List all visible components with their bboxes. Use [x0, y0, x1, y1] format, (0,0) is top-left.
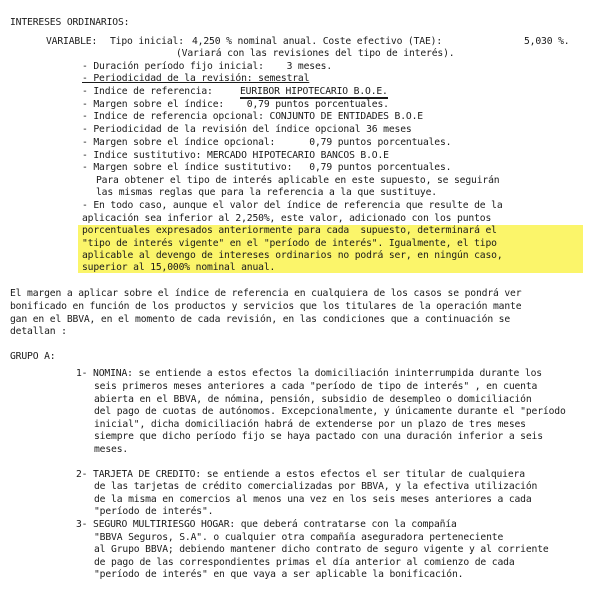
- section-heading: INTERESES ORDINARIOS:: [10, 17, 130, 28]
- condition-indice-opcional: - Indice de referencia opcional: CONJUNTO DE ENTIDADES B.O.E: [82, 111, 423, 122]
- highlighted-clause-line: superior al 15,000% nominal anual.: [82, 262, 276, 273]
- condition-margen-sustitutivo: - Margen sobre el índice sustitutivo: 0,79 puntos porcentuales.: [82, 162, 452, 173]
- condition-periodicidad: - Periodicidad de la revisión: semestral: [82, 73, 310, 84]
- highlighted-clause-line: "tipo de interés vigente" en el "período de interés". Igualmente, el tipo: [82, 238, 497, 249]
- group-item-line: meses.: [94, 444, 129, 455]
- highlighted-clause-line: aplicable al devengo de intereses ordinarios no podrá ser, en ningún caso,: [82, 250, 503, 261]
- highlighted-clause-line: aplicación sea inferior al 2,250%, este valor, adicionado con los puntos: [82, 213, 492, 224]
- condition-margen: - Margen sobre el índice: 0,79 puntos porcentuales.: [82, 99, 389, 110]
- group-item-line: 2- TARJETA DE CREDITO: se entiende a estos efectos el ser titular de cualquiera: [76, 469, 525, 480]
- group-item-line: siempre que dicho período fijo se haya pactado con una duración inferior a seis: [94, 431, 543, 442]
- tae-value: 5,030 %.: [524, 36, 570, 47]
- indice-referencia-value: EURIBOR HIPOTECARIO B.O.E.: [240, 86, 388, 97]
- highlighted-clause-line: - En todo caso, aunque el valor del índice de referencia que resulte de la: [82, 200, 503, 211]
- group-item-line: 3- SEGURO MULTIRIESGO HOGAR: que deberá contratarse con la compañía: [76, 519, 457, 530]
- condition-periodicidad-opcional: - Periodicidad de la revisión del índice opcional 36 meses: [82, 124, 412, 135]
- group-item-line: de pago de las correspondientes primas el día anterior al comienzo de cada: [94, 557, 515, 568]
- group-item-line: seis primeros meses anteriores a cada "período de tipo de interés" , en cuenta: [94, 381, 538, 392]
- variable-note: (Variará con las revisiones del tipo de interés).: [176, 48, 455, 59]
- group-title: GRUPO A:: [10, 351, 56, 362]
- variable-label: VARIABLE:: [46, 36, 98, 47]
- group-item-line: del pago de cuotas de autónomos. Excepcionalmente, y únicamente durante el "período: [94, 406, 566, 417]
- condition-margen-opcional: - Margen sobre el índice opcional: 0,79 puntos porcentuales.: [82, 137, 452, 148]
- group-item-line: abierta en el BBVA, de nómina, pensión, subsidio de desempleo o domiciliación: [94, 394, 532, 405]
- substitute-note-line: Para obtener el tipo de interés aplicable en este supuesto, se seguirán: [96, 175, 500, 186]
- group-item-line: al Grupo BBVA; debiendo mantener dicho contrato de seguro vigente y al corriente: [94, 544, 549, 555]
- condition-duracion: - Duración período fijo inicial: 3 meses.: [82, 61, 333, 72]
- group-item-line: "BBVA Seguros, S.A". o cualquier otra compañía aseguradora perteneciente: [94, 532, 504, 543]
- margin-paragraph-line: bonificado en función de los productos y servicios que los titulares de la operación mante: [10, 301, 522, 312]
- group-item-line: 1- NOMINA: se entiende a estos efectos la domiciliación ininterrumpida durante los: [76, 368, 542, 379]
- condition-indice: - Indice de referencia:: [82, 86, 213, 97]
- group-item-line: de las tarjetas de crédito comercializadas por BBVA, y la efectiva utilización: [94, 481, 538, 492]
- tipo-inicial-label: Tipo inicial:: [110, 36, 184, 47]
- margin-paragraph-line: detallan :: [10, 326, 67, 337]
- group-item-line: "período de interés" en que vaya a ser aplicable la bonificación.: [94, 569, 464, 580]
- tipo-inicial-value: 4,250 % nominal anual. Coste efectivo (TAE):: [192, 36, 443, 47]
- margin-paragraph-line: El margen a aplicar sobre el índice de referencia en cualquiera de los casos se pondrá ver: [10, 288, 522, 299]
- group-item-line: inicial", dicha domiciliación habrá de extenderse por un plazo de tres meses: [94, 419, 526, 430]
- group-item-line: "período de interés".: [94, 506, 214, 517]
- condition-indice-sustitutivo: - Indice sustitutivo: MERCADO HIPOTECARIO BANCOS B.O.E: [82, 150, 389, 161]
- substitute-note-line: las mismas reglas que para la referencia a la que sustituye.: [96, 187, 437, 198]
- group-item-line: de la misma en comercios al menos una vez en los seis meses anteriores a cada: [94, 494, 532, 505]
- highlighted-clause-line: porcentuales expresados anteriormente para cada supuesto, determinará el: [82, 225, 497, 236]
- margin-paragraph-line: gan en el BBVA, en el momento de cada revisión, en las condiciones que a continuación se: [10, 314, 511, 325]
